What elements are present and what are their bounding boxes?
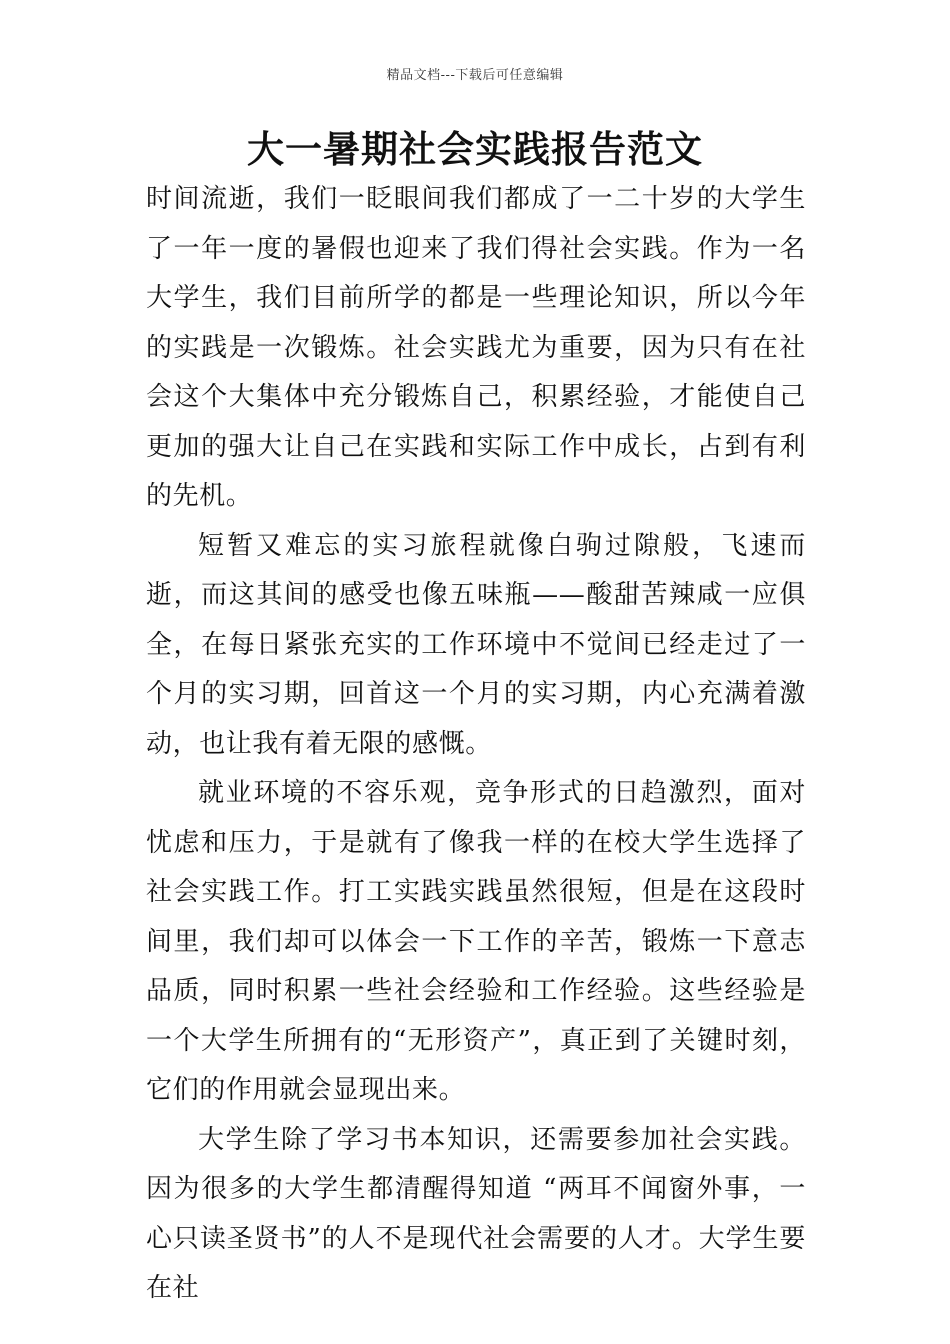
document-body — [146, 175, 806, 1314]
paragraph-4: 大学生除了学习书本知识，还需要参加社会实践。因为很多的大学生都清醒得知道 “两耳不闻窗外事，一心只读圣贤书”的人不是现代社会需要的人才。大学生要在社 — [146, 1124, 806, 1303]
document-title: 大一暑期社会实践报告范文 — [247, 128, 703, 171]
paragraph-3: 就业环境的不容乐观，竞争形式的日趋激烈，面对忧虑和压力，于是就有了像我一样的在校大学生选择了社会实践工作。打工实践实践虽然很短，但是在这段时间里，我们却可以体会一下工作的辛苦，锻炼一下意志品质，同时积累一些社会经验和工作经验。这些经验是一个大学生所拥有的“无形资产”，真正到了关键时刻，它们的作用就会显现出来。 — [146, 778, 806, 1105]
header-note: 精品文档---下载后可任意编辑 — [386, 68, 564, 83]
paragraph-1: 时间流逝，我们一眨眼间我们都成了一二十岁的大学生了一年一度的暑假也迎来了我们得社会实践。作为一名大学生，我们目前所学的都是一些理论知识，所以今年的实践是一次锻炼。社会实践尤为重要，因为只有在社会这个大集体中充分锻炼自己，积累经验，才能使自己更加的强大让自己在实践和实际工作中成长，占到有利的先机。 — [146, 184, 806, 511]
paragraph-2: 短暂又难忘的实习旅程就像白驹过隙般，飞速而逝，而这其间的感受也像五味瓶——酸甜苦辣咸一应俱全，在每日紧张充实的工作环境中不觉间已经走过了一个月的实习期，回首这一个月的实习期，内心充满着激动，也让我有着无限的感慨。 — [146, 530, 806, 759]
